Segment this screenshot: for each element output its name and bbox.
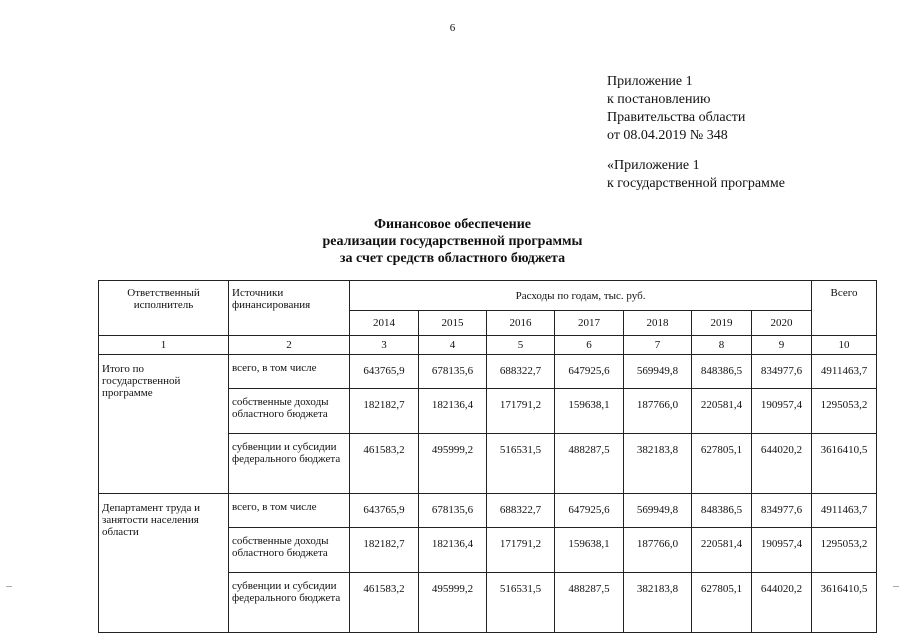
value-cell: 182136,4 (419, 389, 487, 434)
value-cell: 171791,2 (487, 389, 555, 434)
source-cell: субвенции и субсидии федерального бюджета (229, 573, 350, 633)
value-cell: 382183,8 (624, 573, 692, 633)
value-cell: 647925,6 (555, 355, 624, 389)
table-row (99, 494, 877, 528)
value-cell: 688322,7 (487, 355, 555, 389)
value-cell: 495999,2 (419, 434, 487, 494)
header-year: 2019 (692, 311, 752, 336)
value-cell: 488287,5 (555, 434, 624, 494)
source-cell: собственные доходы областного бюджета (229, 389, 350, 434)
value-cell: 647925,6 (555, 494, 624, 528)
value-cell: 848386,5 (692, 494, 752, 528)
page-number: 6 (449, 22, 456, 34)
column-number: 6 (555, 336, 624, 355)
column-number: 7 (624, 336, 692, 355)
executor-cell: Итого по государственной программе (99, 355, 229, 494)
value-cell: 488287,5 (555, 573, 624, 633)
value-cell: 159638,1 (555, 528, 624, 573)
value-cell: 171791,2 (487, 528, 555, 573)
value-cell: 627805,1 (692, 434, 752, 494)
header-year: 2014 (350, 311, 419, 336)
value-cell: 159638,1 (555, 389, 624, 434)
appendix-header-line: от 08.04.2019 № 348 (607, 128, 728, 143)
value-cell: 627805,1 (692, 573, 752, 633)
source-cell: всего, в том числе (229, 355, 350, 389)
executor-cell: Департамент труда и занятости населения области (99, 494, 229, 633)
header-year: 2020 (752, 311, 812, 336)
column-number: 9 (752, 336, 812, 355)
total-cell: 3616410,5 (812, 434, 877, 494)
financing-table (98, 280, 877, 633)
value-cell: 834977,6 (752, 355, 812, 389)
header-year: 2015 (419, 311, 487, 336)
header-expenses-group: Расходы по годам, тыс. руб. (350, 281, 812, 311)
value-cell: 848386,5 (692, 355, 752, 389)
column-number: 2 (229, 336, 350, 355)
value-cell: 495999,2 (419, 573, 487, 633)
value-cell: 182182,7 (350, 389, 419, 434)
table-row (99, 355, 877, 389)
value-cell: 569949,8 (624, 494, 692, 528)
document-title-line: реализации государственной программы (322, 234, 583, 249)
column-number: 8 (692, 336, 752, 355)
document-title (0, 216, 905, 267)
value-cell: 644020,2 (752, 434, 812, 494)
source-cell: субвенции и субсидии федерального бюджета (229, 434, 350, 494)
value-cell: 834977,6 (752, 494, 812, 528)
appendix-header-line: Правительства области (607, 110, 746, 125)
appendix-quote (607, 157, 785, 193)
value-cell: 220581,4 (692, 389, 752, 434)
total-cell: 1295053,2 (812, 528, 877, 573)
appendix-header-line: к постановлению (607, 92, 711, 107)
value-cell: 182182,7 (350, 528, 419, 573)
source-cell: всего, в том числе (229, 494, 350, 528)
appendix-header-line: Приложение 1 (607, 74, 693, 89)
total-cell: 4911463,7 (812, 355, 877, 389)
appendix-quote-line: к государственной программе (607, 176, 785, 191)
value-cell: 644020,2 (752, 573, 812, 633)
value-cell: 678135,6 (419, 494, 487, 528)
header-year: 2017 (555, 311, 624, 336)
header-sources: Источники финансирования (229, 281, 350, 336)
total-cell: 1295053,2 (812, 389, 877, 434)
value-cell: 569949,8 (624, 355, 692, 389)
column-number-row (99, 336, 877, 355)
value-cell: 187766,0 (624, 389, 692, 434)
appendix-header (607, 73, 745, 145)
column-number: 4 (419, 336, 487, 355)
value-cell: 220581,4 (692, 528, 752, 573)
value-cell: 461583,2 (350, 434, 419, 494)
value-cell: 516531,5 (487, 573, 555, 633)
value-cell: 678135,6 (419, 355, 487, 389)
document-title-line: за счет средств областного бюджета (339, 251, 566, 266)
header-executor: Ответственный исполнитель (99, 281, 229, 336)
source-cell: собственные доходы областного бюджета (229, 528, 350, 573)
scan-edge-mark (6, 586, 12, 587)
column-number: 5 (487, 336, 555, 355)
scan-edge-mark (893, 586, 899, 587)
value-cell: 187766,0 (624, 528, 692, 573)
column-number: 3 (350, 336, 419, 355)
value-cell: 643765,9 (350, 355, 419, 389)
value-cell: 643765,9 (350, 494, 419, 528)
header-year: 2018 (624, 311, 692, 336)
appendix-quote-line: «Приложение 1 (607, 158, 700, 173)
value-cell: 688322,7 (487, 494, 555, 528)
value-cell: 182136,4 (419, 528, 487, 573)
header-total: Всего (812, 281, 877, 336)
value-cell: 461583,2 (350, 573, 419, 633)
total-cell: 4911463,7 (812, 494, 877, 528)
header-row (99, 281, 877, 311)
value-cell: 516531,5 (487, 434, 555, 494)
total-cell: 3616410,5 (812, 573, 877, 633)
column-number: 10 (812, 336, 877, 355)
value-cell: 382183,8 (624, 434, 692, 494)
header-year: 2016 (487, 311, 555, 336)
document-title-line: Финансовое обеспечение (373, 217, 532, 232)
column-number: 1 (99, 336, 229, 355)
value-cell: 190957,4 (752, 389, 812, 434)
value-cell: 190957,4 (752, 528, 812, 573)
